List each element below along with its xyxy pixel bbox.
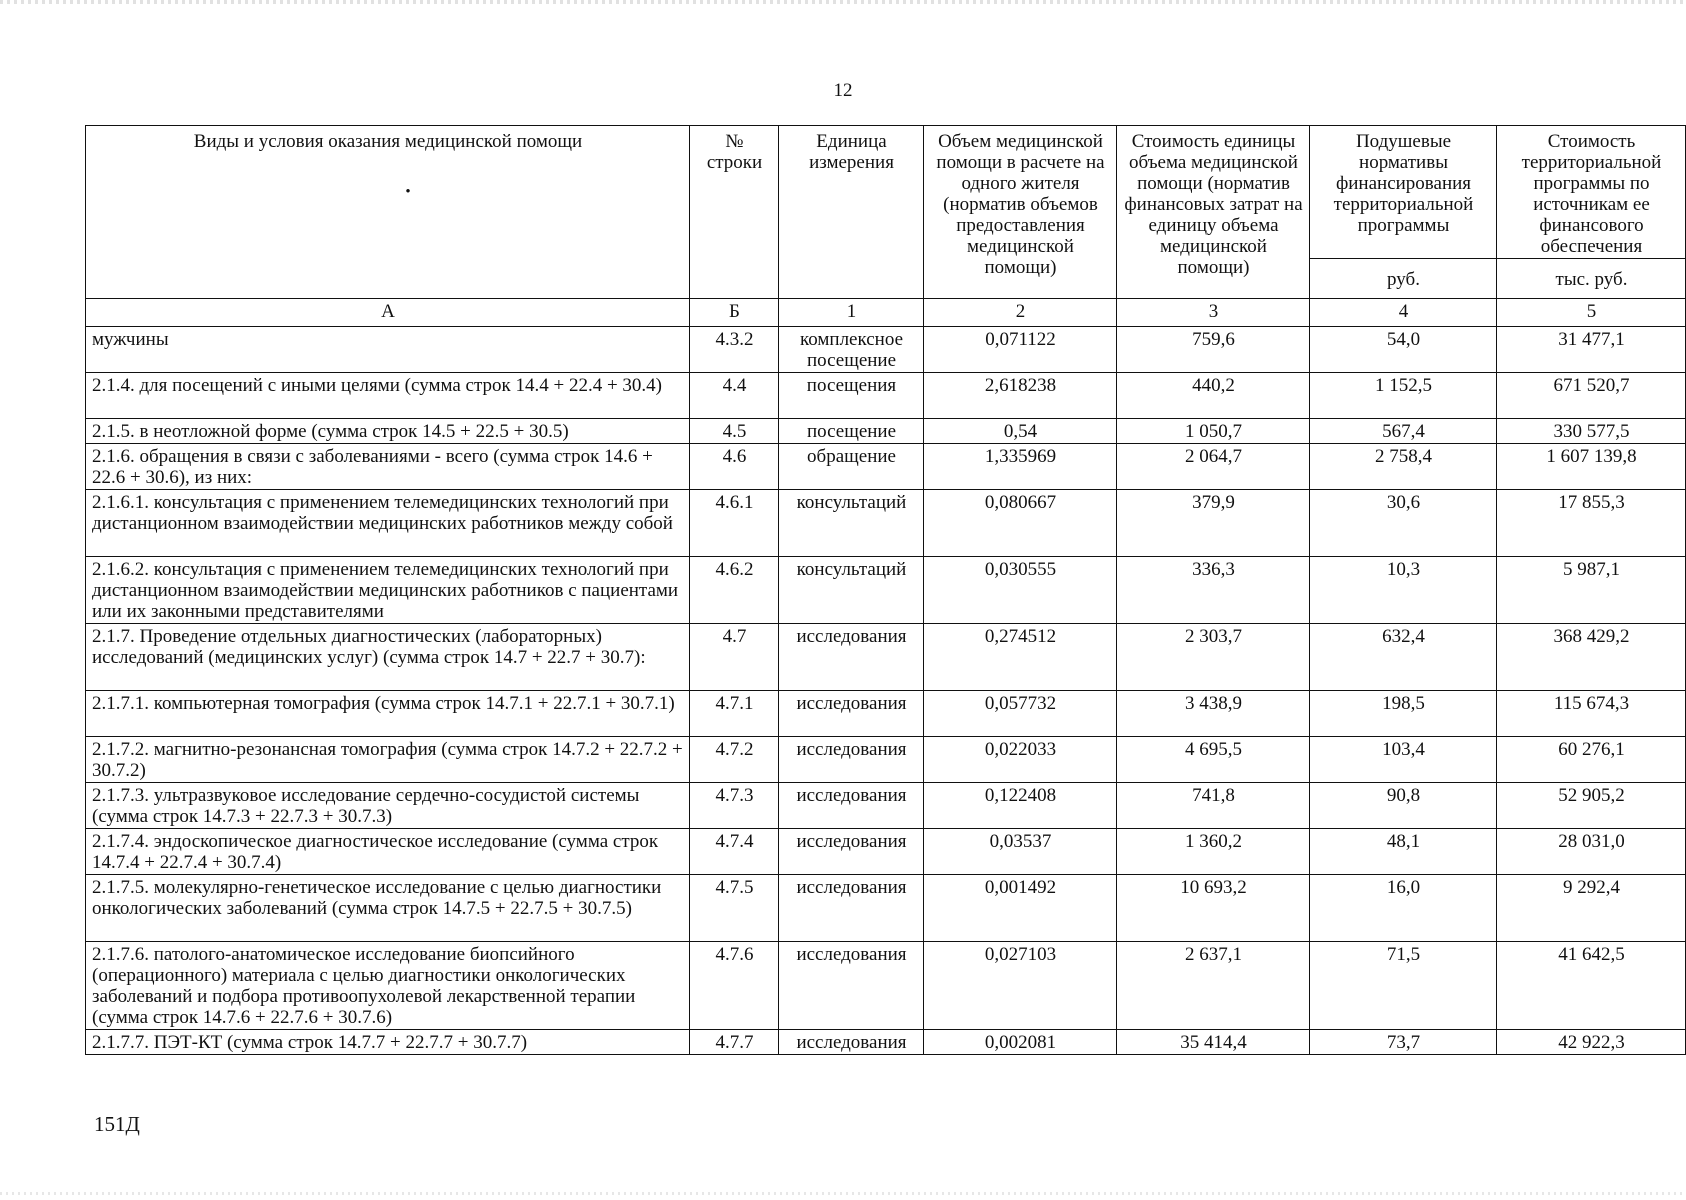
row-per-capita-norm: 103,4 [1310, 737, 1497, 783]
index-row [86, 299, 1686, 327]
row-name: 2.1.6.2. консультация с применением телемедицинских технологий при дистанционном взаимодействии медицинских работников с пациентами или их законными представителями [86, 557, 690, 624]
table-row [86, 942, 1686, 1030]
row-unit-cost: 759,6 [1117, 327, 1310, 373]
row-per-capita-norm: 73,7 [1310, 1030, 1497, 1055]
table-row [86, 737, 1686, 783]
row-number: 4.7.1 [690, 691, 779, 737]
row-name: 2.1.7.5. молекулярно-генетическое исследование с целью диагностики онкологических заболеваний (сумма строк 14.7.5 + 22.7.5 + 30.7.5) [86, 875, 690, 942]
row-volume: 0,022033 [924, 737, 1117, 783]
row-per-capita-norm: 16,0 [1310, 875, 1497, 942]
row-unit-cost: 4 695,5 [1117, 737, 1310, 783]
row-program-cost: 9 292,4 [1497, 875, 1686, 942]
row-number: 4.7.4 [690, 829, 779, 875]
row-number: 4.7.3 [690, 783, 779, 829]
row-unit-cost: 1 050,7 [1117, 419, 1310, 444]
row-unit: комплексное посещение [779, 327, 924, 373]
row-per-capita-norm: 2 758,4 [1310, 444, 1497, 490]
row-program-cost: 671 520,7 [1497, 373, 1686, 419]
table-row [86, 490, 1686, 557]
row-program-cost: 330 577,5 [1497, 419, 1686, 444]
row-program-cost: 5 987,1 [1497, 557, 1686, 624]
header-col-1: Единица измерения [779, 126, 924, 299]
table-row [86, 875, 1686, 942]
row-volume: 0,274512 [924, 624, 1117, 691]
row-unit-cost: 2 303,7 [1117, 624, 1310, 691]
row-unit: исследования [779, 942, 924, 1030]
header-unit-5: тыс. руб. [1497, 259, 1686, 299]
row-volume: 0,54 [924, 419, 1117, 444]
row-volume: 1,335969 [924, 444, 1117, 490]
row-number: 4.5 [690, 419, 779, 444]
table-row [86, 691, 1686, 737]
row-number: 4.6.1 [690, 490, 779, 557]
page-number: 12 [833, 80, 853, 101]
row-number: 4.4 [690, 373, 779, 419]
scan-edge-top [0, 0, 1686, 4]
header-unit-4: руб. [1310, 259, 1497, 299]
row-volume: 0,122408 [924, 783, 1117, 829]
header-col-b: № строки [690, 126, 779, 299]
index-cell: 2 [924, 299, 1117, 327]
row-unit-cost: 3 438,9 [1117, 691, 1310, 737]
index-cell: 3 [1117, 299, 1310, 327]
row-program-cost: 60 276,1 [1497, 737, 1686, 783]
table-row [86, 373, 1686, 419]
row-program-cost: 28 031,0 [1497, 829, 1686, 875]
table-row [86, 783, 1686, 829]
row-unit: исследования [779, 691, 924, 737]
row-name: 2.1.7.2. магнитно-резонансная томография (сумма строк 14.7.2 + 22.7.2 + 30.7.2) [86, 737, 690, 783]
row-name: 2.1.7.3. ультразвуковое исследование сердечно-сосудистой системы (сумма строк 14.7.3 + 22.7.3 + 30.7.3) [86, 783, 690, 829]
row-unit: исследования [779, 875, 924, 942]
row-program-cost: 17 855,3 [1497, 490, 1686, 557]
row-name: 2.1.7.6. патолого-анатомическое исследование биопсийного (операционного) материала с целью диагностики онкологических заболеваний и подбора противоопухолевой лекарственной терапии (сумма строк 14.7.6 + 22.7.6 + 30.7.6) [86, 942, 690, 1030]
index-cell: Б [690, 299, 779, 327]
row-number: 4.7.7 [690, 1030, 779, 1055]
row-per-capita-norm: 54,0 [1310, 327, 1497, 373]
row-volume: 0,030555 [924, 557, 1117, 624]
row-volume: 0,002081 [924, 1030, 1117, 1055]
row-name: 2.1.6.1. консультация с применением телемедицинских технологий при дистанционном взаимодействии медицинских работников между собой [86, 490, 690, 557]
row-name: мужчины [86, 327, 690, 373]
row-name: 2.1.7. Проведение отдельных диагностических (лабораторных) исследований (медицинских услуг) (сумма строк 14.7 + 22.7 + 30.7): [86, 624, 690, 691]
table-body [86, 327, 1686, 1055]
row-per-capita-norm: 71,5 [1310, 942, 1497, 1030]
row-name: 2.1.6. обращения в связи с заболеваниями - всего (сумма строк 14.6 + 22.6 + 30.6), из них: [86, 444, 690, 490]
header-col-3: Стоимость единицы объема медицинской помощи (норматив финансовых затрат на единицу объема медицинской помощи) [1117, 126, 1310, 299]
row-number: 4.7.6 [690, 942, 779, 1030]
row-unit-cost: 336,3 [1117, 557, 1310, 624]
header-col-a-label: Виды и условия оказания медицинской помощи [193, 131, 583, 152]
row-per-capita-norm: 198,5 [1310, 691, 1497, 737]
row-unit: исследования [779, 624, 924, 691]
row-per-capita-norm: 567,4 [1310, 419, 1497, 444]
row-program-cost: 42 922,3 [1497, 1030, 1686, 1055]
row-number: 4.3.2 [690, 327, 779, 373]
table-row [86, 1030, 1686, 1055]
table-row [86, 419, 1686, 444]
row-program-cost: 368 429,2 [1497, 624, 1686, 691]
row-number: 4.7.5 [690, 875, 779, 942]
bullet-mark: • [405, 184, 411, 200]
row-volume: 0,027103 [924, 942, 1117, 1030]
row-unit-cost: 379,9 [1117, 490, 1310, 557]
row-unit-cost: 1 360,2 [1117, 829, 1310, 875]
header-col-4: Подушевые нормативы финансирования территориальной программы [1310, 126, 1497, 259]
row-unit: исследования [779, 737, 924, 783]
row-number: 4.7.2 [690, 737, 779, 783]
row-unit: консультаций [779, 490, 924, 557]
row-unit-cost: 2 637,1 [1117, 942, 1310, 1030]
row-volume: 0,03537 [924, 829, 1117, 875]
table-row [86, 327, 1686, 373]
document-code: 151Д [94, 1112, 140, 1136]
row-unit-cost: 35 414,4 [1117, 1030, 1310, 1055]
row-unit: посещения [779, 373, 924, 419]
row-per-capita-norm: 1 152,5 [1310, 373, 1497, 419]
row-unit-cost: 741,8 [1117, 783, 1310, 829]
row-name: 2.1.7.4. эндоскопическое диагностическое исследование (сумма строк 14.7.4 + 22.7.4 + 30.7.4) [86, 829, 690, 875]
row-volume: 0,001492 [924, 875, 1117, 942]
row-unit-cost: 440,2 [1117, 373, 1310, 419]
row-per-capita-norm: 632,4 [1310, 624, 1497, 691]
table-row [86, 624, 1686, 691]
row-per-capita-norm: 48,1 [1310, 829, 1497, 875]
header-col-5: Стоимость территориальной программы по источникам ее финансового обеспечения [1497, 126, 1686, 259]
row-name: 2.1.7.7. ПЭТ-КТ (сумма строк 14.7.7 + 22.7.7 + 30.7.7) [86, 1030, 690, 1055]
row-number: 4.6 [690, 444, 779, 490]
row-unit: исследования [779, 1030, 924, 1055]
row-name: 2.1.7.1. компьютерная томография (сумма строк 14.7.1 + 22.7.1 + 30.7.1) [86, 691, 690, 737]
table-row [86, 829, 1686, 875]
row-volume: 0,080667 [924, 490, 1117, 557]
header-col-a [86, 126, 690, 299]
row-per-capita-norm: 90,8 [1310, 783, 1497, 829]
table-row [86, 557, 1686, 624]
row-program-cost: 1 607 139,8 [1497, 444, 1686, 490]
index-cell: 5 [1497, 299, 1686, 327]
row-unit-cost: 2 064,7 [1117, 444, 1310, 490]
row-unit: консультаций [779, 557, 924, 624]
row-volume: 2,618238 [924, 373, 1117, 419]
row-per-capita-norm: 30,6 [1310, 490, 1497, 557]
row-unit: посещение [779, 419, 924, 444]
row-program-cost: 115 674,3 [1497, 691, 1686, 737]
row-volume: 0,057732 [924, 691, 1117, 737]
row-per-capita-norm: 10,3 [1310, 557, 1497, 624]
row-name: 2.1.4. для посещений с иными целями (сумма строк 14.4 + 22.4 + 30.4) [86, 373, 690, 419]
medical-care-table [85, 125, 1686, 1055]
index-cell: 4 [1310, 299, 1497, 327]
row-number: 4.6.2 [690, 557, 779, 624]
index-cell: 1 [779, 299, 924, 327]
row-unit: исследования [779, 783, 924, 829]
row-program-cost: 41 642,5 [1497, 942, 1686, 1030]
table-row [86, 444, 1686, 490]
header-col-2: Объем медицинской помощи в расчете на одного жителя (норматив объемов предоставления медицинской помощи) [924, 126, 1117, 299]
header-row [86, 126, 1686, 259]
row-number: 4.7 [690, 624, 779, 691]
row-unit: исследования [779, 829, 924, 875]
row-program-cost: 52 905,2 [1497, 783, 1686, 829]
row-name: 2.1.5. в неотложной форме (сумма строк 14.5 + 22.5 + 30.5) [86, 419, 690, 444]
row-volume: 0,071122 [924, 327, 1117, 373]
row-unit: обращение [779, 444, 924, 490]
index-cell: А [86, 299, 690, 327]
scan-edge-bottom [0, 1192, 1686, 1195]
row-program-cost: 31 477,1 [1497, 327, 1686, 373]
row-unit-cost: 10 693,2 [1117, 875, 1310, 942]
